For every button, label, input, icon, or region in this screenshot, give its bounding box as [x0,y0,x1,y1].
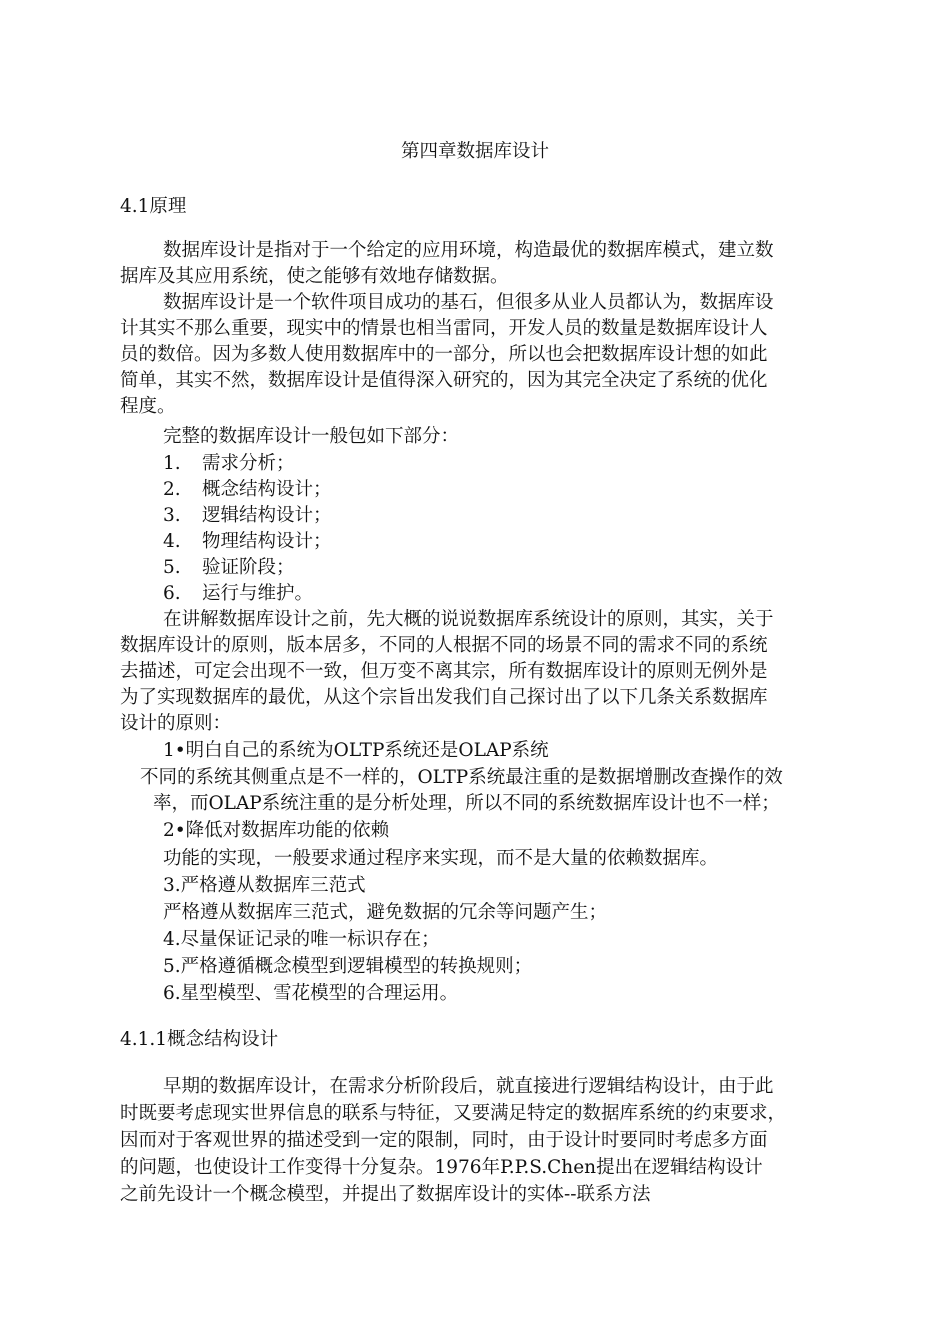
list-item: 需求分析； [202,453,295,474]
paragraph-line: 因而对于客观世界的描述受到一定的限制，同时，由于设计时要同时考虑多方面 [120,1130,768,1151]
list-item-number: 5. [163,557,181,578]
list-item: 逻辑结构设计； [202,505,332,526]
paragraph-line: 简单，其实不然，数据库设计是值得深入研究的，因为其完全决定了系统的优化 [120,370,768,391]
paragraph-line: 计其实不那么重要，现实中的情景也相当雷同，开发人员的数量是数据库设计人 [120,318,768,339]
section-heading-4-1: 4.1原理 [120,196,187,217]
list-item: 物理结构设计； [202,531,332,552]
paragraph-line: 在讲解数据库设计之前，先大概的说说数据库系统设计的原则，其实，关于 [163,609,774,630]
principle-2-title: 2•降低对数据库功能的依赖 [163,820,390,841]
paragraph-line: 数据库设计是一个软件项目成功的基石，但很多从业人员都认为，数据库设 [163,292,774,313]
paragraph-line: 据库及其应用系统，使之能够有效地存储数据。 [120,266,509,287]
principle-5: 5.严格遵循概念模型到逻辑模型的转换规则； [163,956,533,977]
principle-6: 6.星型模型、雪花模型的合理运用。 [163,983,459,1004]
paragraph-line: 去描述，可定会出现不一致，但万变不离其宗，所有数据库设计的原则无例外是 [120,661,768,682]
paragraph-line: 之前先设计一个概念模型，并提出了数据库设计的实体--联系方法 [120,1184,651,1205]
paragraph-line: 数据库设计的原则，版本居多，不同的人根据不同的场景不同的需求不同的系统 [120,635,768,656]
paragraph-line: 早期的数据库设计，在需求分析阶段后，就直接进行逻辑结构设计，由于此 [163,1076,774,1097]
paragraph-line: 完整的数据库设计一般包如下部分： [163,426,460,447]
principle-1-body: 率，而OLAP系统注重的是分析处理，所以不同的系统数据库设计也不一样； [153,793,780,814]
paragraph-line: 员的数倍。因为多数人使用数据库中的一部分，所以也会把数据库设计想的如此 [120,344,768,365]
principle-1-title: 1•明白自己的系统为OLTP系统还是OLAP系统 [163,740,549,761]
list-item-number: 2. [163,479,181,500]
list-item: 概念结构设计； [202,479,332,500]
paragraph-line: 为了实现数据库的最优，从这个宗旨出发我们自己探讨出了以下几条关系数据库 [120,687,768,708]
section-heading-4-1-1: 4.1.1概念结构设计 [120,1029,279,1050]
list-item: 运行与维护。 [202,583,314,604]
paragraph-line: 的问题，也使设计工作变得十分复杂。1976年P.P.S.Chen提出在逻辑结构设计 [120,1157,763,1178]
principle-3-body: 严格遵从数据库三范式，避免数据的冗余等问题产生； [163,902,608,923]
principle-1-body: 不同的系统其侧重点是不一样的，OLTP系统最注重的是数据增删改查操作的效 [140,767,783,788]
list-item-number: 3. [163,505,181,526]
chapter-title: 第四章数据库设计 [400,141,549,162]
paragraph-line: 时既要考虑现实世界信息的联系与特征，又要满足特定的数据库系统的约束要求， [120,1103,787,1124]
principle-2-body: 功能的实现，一般要求通过程序来实现，而不是大量的依赖数据库。 [163,848,719,869]
list-item: 验证阶段； [202,557,295,578]
paragraph-line: 程度。 [120,396,176,417]
paragraph-line: 数据库设计是指对于一个给定的应用环境，构造最优的数据库模式，建立数 [163,240,774,261]
principle-4: 4.尽量保证记录的唯一标识存在； [163,929,440,950]
list-item-number: 1. [163,453,181,474]
list-item-number: 4. [163,531,181,552]
principle-3-title: 3.严格遵从数据库三范式 [163,875,366,896]
paragraph-line: 设计的原则： [120,713,232,734]
list-item-number: 6. [163,583,181,604]
